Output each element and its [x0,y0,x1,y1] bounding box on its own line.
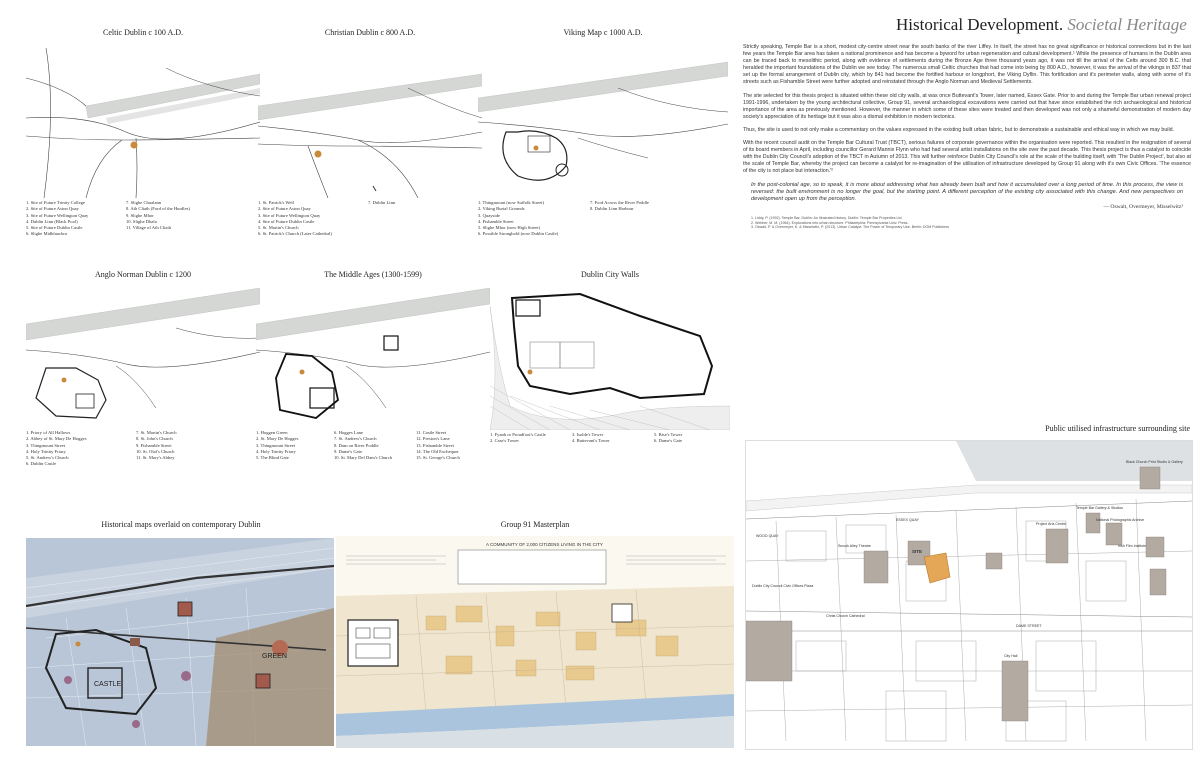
legend-item: 6. Slighe Midhluachra [26,231,67,237]
legend-item: 2. Case's Tower [490,438,519,444]
legend-column [26,430,86,468]
legend-column [256,430,298,461]
legend-item: 7. St. Andrew's Church [334,436,377,442]
reference-item: 1. Liddy, P. (1992). Temple Bar, Dublin: An Illustrated history. Dublin: Temple Bar Properties Ltd. [751,216,903,221]
infra-label-dame-street: DAME STREET [1016,624,1042,628]
legend-item: 10. Slighe Dhala [126,218,157,224]
legend-item: 5. St. Martin's Church [258,225,299,231]
legend-column [26,200,88,238]
legend-item: 15. St. George's Church [416,455,460,461]
legend-column [334,430,392,461]
legend-item: 3. Site of Future Wellington Quay [26,212,89,218]
map-panel-celtic [26,28,260,258]
legend-item: 2. Abbey of St. Mary De Hogges [26,436,87,442]
legend-column [136,430,177,461]
legend-column [416,430,460,461]
paragraph: Thus, the site is used to not only make a commentary on the values expressed in the existing built urban fabric, but to demonstrate a sustainable and ethical way in which we may build. [743,126,1175,133]
infra-label-city-hall: City Hall [1004,654,1018,658]
legend-item: 10. St. Mary Del Dam's Church [334,455,393,461]
legend-item: 1. Site of Future Trinity College [26,200,85,205]
masterplan-banner: A COMMUNITY OF 2,000 CITIZENS LIVING IN THE CITY [486,542,603,547]
infra-label-christ-church: Christ Church Cathedral [826,614,865,618]
legend-item: 1. Hoggen Green [256,430,288,435]
reference-item: 3. Oswalt, P. & Overmeyer, K. & Misselwitz, P. (2013). Urban Catalyst: The Power of Temporary Use. Berlin: DOM Publishers [751,225,950,230]
map-anglo-norman [26,288,260,428]
infra-label-site: SITE [912,549,923,554]
legend-item: 7. Slighe Chualann [126,200,162,205]
map-city-walls [490,286,730,430]
legend-item: 11. Village of Ath Cliath [126,225,172,231]
quote-author: — Oswalt, Overmeyer, Misselwitz³ [1103,203,1183,210]
paragraph: With the recent council audit on the Temple Bar Cultural Trust (TBCT), serious failures of corporate governance within the organisation were reported. This resulted in the resignation of several of its board members in April, including councillor Gerard Mannix Flynn who had had several artist installations on the site over the past decade. This thesis project is thus a catalyst to coincide with the Dublin City Council's adoption of the TBCT in Autumn of 2013. This will further reinforce Dublin City Council's role at the scale of the building itself, with 'The Dublin Project', but also at the scale of Temple Bar, whereby the project can become a catalyst for re-imagination of the utilisation of infrastructure developed by Group 91 along with it's own Civic Offices. 'The essence of the city is not place but interaction.'² [743,140,1192,175]
legend-item: 1. Thingmount (now Suffolk Street) [478,200,545,205]
infra-label-photographic-archive: National Photographic Archive [1096,518,1145,522]
paragraph: The site selected for this thesis project is situated within these old city walls, at was once Buttevant's Tower, later named, Essex Gate. Prior to and during the Temple Bar urban renewal project 1991-1996, undertaken by the young architectural collective, Group 91, several archaeological excavations were carried out that have since established the rich archaeological and historical importance of the area as previously mentioned. However, the manner in which some of these sites were treated and then developed was not only a shameful demonstration of modern day society's appreciation of its heritage but it was also a dismal exhibition in modern tectonics. [743,92,1191,120]
map-legend [256,430,490,480]
legend-item: 3. Thingmount Street [256,442,296,448]
legend-item: 5. Site of Future Dublin Castle [26,225,83,231]
legend-column [368,200,395,206]
legend-item: 4. Buttevant's Tower [572,438,610,444]
legend-item: 3. Isolde's Tower [572,432,604,437]
legend-item: 12. Preston's Lane [416,436,450,442]
map-panel-anglo-norman [26,270,260,480]
map-panel-viking [478,28,728,258]
map-legend [26,200,260,260]
legend-item: 4. Holy Trinity Friary [26,448,66,454]
legend-item: 3. Site of Future Wellington Quay [258,212,321,218]
reference-item: 2. Webber, M. M. (1964). Explorations into urban structure. Philadelphia: Pennsylvania Univ. Press. [751,220,909,225]
legend-item: 5. The Blind Gate [256,455,289,461]
map-title: Dublin City Walls [581,270,639,279]
quote-text: In the post-colonial age, so to speak, it is more about addressing what has already been built and how it accumulated over a long period of time. In this process, the view is reversed: the built environment is no longer the goal, but the starting point. A different perception of the existing city associated with this change. And new perspectives on development open up from the perception. [751,181,1183,203]
infra-label-project-arts: Project Arts Centre [1036,522,1067,526]
masterplan-title: Group 91 Masterplan [500,520,570,529]
body-text [743,44,1191,230]
legend-column [478,200,558,238]
map-legend [26,430,260,480]
map-title: Anglo Norman Dublin c 1200 [95,270,191,279]
legend-item: 11. Castle Street [416,430,447,435]
map-title: Christian Dublin c 800 A.D. [324,28,416,37]
legend-item: 9. Fishamble Street [136,442,172,448]
legend-item: 7. St. Martin's Church [136,430,177,435]
legend-item: 6. Possible Stronghold (now Dublin Castle) [478,231,559,237]
legend-item: 11. St. Mary's Abbey [136,455,175,461]
legend-item: 2. Site of Future Aston Quay [258,206,311,212]
infrastructure-map [745,440,1193,750]
map-title: Viking Map c 1000 A.D. [563,28,643,37]
legend-item: 9. Slighe Mhor [126,212,154,218]
legend-item: 1. Fyanh or Proudfoot's Castle [490,432,546,437]
legend-item: 1. Priory of All Hallows [26,430,71,435]
page-title [896,15,1187,35]
map-middle-ages [256,288,490,428]
map-panel-christian [258,28,482,258]
legend-item: 6. Hogges Lane [334,430,363,435]
legend-item: 8. Dam on River Poddle [334,442,379,448]
legend-item: 9. Dame's Gate [334,448,362,454]
legend-item: 6. St. Patrick's Church (Later Cathedral) [258,231,332,237]
overlay-map-title: Historical maps overlaid on contemporary Dublin [101,520,261,529]
paragraph: Strictly speaking, Temple Bar is a short, modest city-centre street near the south banks of the river Liffey. In itself, the street has no great significance or historical connections but in the last few years the Temple Bar area has taken a national prominence and has become a byword for urban regeneration and cultural development.¹ While the presence of humans in the Dublin area can be traced back to mesolithic period, along with evidence of settlements during the Bronze Age three thousand years ago, it was not till the arrival of the Celts around 300 B.C. that heralded the important foundations of the Dublin we see today. The numerous small Celtic churches that had come into being by 800 A.D., however, it was the arrival of the vikings in 837 that set up the formal arrangement of Dublin city, which by 841 had become the fortified harbour or longphort, the Viking Dyflin. This fortification and it's perimeter walls, along with some of it's streets such as Fishamble Street were further adopted and reinstated through the Anglo Norman and Medieval Settlements. [743,44,1191,86]
legend-column [572,432,610,445]
legend-column [126,200,190,231]
infrastructure-title: Public utilised infrastructure surrounding site [1045,424,1190,433]
map-legend [258,200,482,260]
overlay-map [26,538,334,746]
quote-block [743,182,1191,212]
legend-item: 8. Ath Cliath (Ford of the Hurdles) [126,206,190,212]
legend-item: 13. Fishamble Street [416,442,454,448]
legend-item: 6. Dublin Castle [26,461,56,467]
legend-column [490,432,546,445]
legend-item: 8. Dublin Linn Harbour [590,206,634,212]
references [743,216,1191,230]
legend-item: 5. St. Andrew's Church [26,455,69,461]
legend-item: 7. Ford Across the River Poddle [590,200,649,205]
legend-item: 5. Bise's Tower [654,432,683,437]
legend-column [258,200,332,238]
legend-column [654,432,682,445]
legend-item: 2. Site of Future Aston Quay [26,206,79,212]
map-legend [490,432,730,472]
legend-item: 2. St. Mary De Hogges [256,436,299,442]
legend-item: 2. Viking Burial Grounds [478,206,525,212]
legend-item: 3. Thingmount Street [26,442,66,448]
legend-item: 4. Site of Future Dublin Castle [258,218,315,224]
legend-item: 7. Dublin Linn [368,200,396,205]
map-legend [478,200,728,260]
legend-item: 14. The Old Exchequer [416,448,459,454]
infra-label-smock-alley: Smock Alley Theatre [838,544,871,548]
legend-item: 1. St. Patrick's Well [258,200,294,205]
overlay-label-green: GREEN [262,653,287,660]
legend-column [590,200,649,213]
legend-item: 3. Quayside [478,212,500,218]
overlay-label-castle: CASTLE [94,681,122,688]
legend-item: 4. Fishamble Street [478,218,514,224]
infra-label-irish-film: Irish Film Institute [1118,544,1147,548]
infra-label-wood-quay: WOOD QUAY [756,534,779,538]
infra-label-essex-quay: ESSEX QUAY [896,518,919,522]
legend-item: 10. St. Olaf's Church [136,448,175,454]
legend-item: 8. St. John's Church [136,436,173,442]
map-viking [478,48,728,198]
legend-item: 6. Dame's Gate [654,438,682,444]
map-title: The Middle Ages (1300-1599) [324,270,422,279]
page-title-main: Historical Development. [896,15,1064,34]
page-title-sub: Societal Heritage [1067,15,1187,34]
legend-item: 5. Slighe Mhor (now High Street) [478,225,541,231]
infra-label-civic-offices: Dublin City Council Civic Offices Plaza [752,584,814,588]
legend-item: 4. Dublin Linn (Black Pool) [26,218,78,224]
infra-label-temple-bar-gallery: Temple Bar Gallery & Studios [1076,506,1123,510]
map-panel-middle-ages [256,270,490,480]
map-celtic [26,48,260,198]
map-panel-city-walls [490,270,730,480]
masterplan-map [336,536,734,748]
map-christian [258,48,482,198]
legend-item: 4. Holy Trinity Friary [256,448,296,454]
infra-label-black-church: Black Church Print Studio & Gallery [1126,460,1183,464]
map-title: Celtic Dublin c 100 A.D. [103,28,183,37]
